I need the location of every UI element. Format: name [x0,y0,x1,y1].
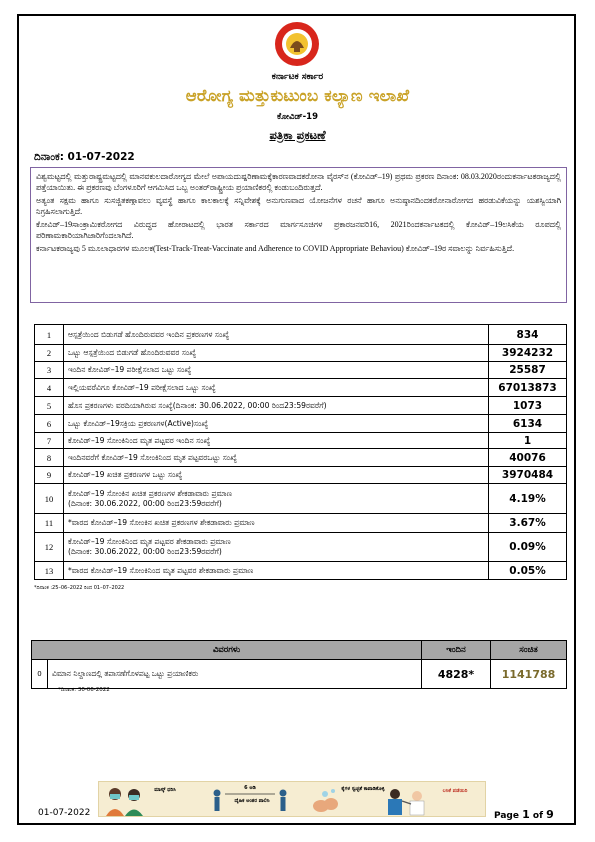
mask-label: ಮಾಸ್ಕ್ ಧರಿಸಿ [154,787,176,793]
covid-stats-table [34,324,567,580]
press-release-title: ಪತ್ರಿಕಾ ಪ್ರಕಟಣೆ [269,128,326,142]
hand-wash-label: ಕೈಗಳ ಸ್ವಚ್ಛತೆ ಕಾಪಾಡಿಕೊಳ್ಳಿ [341,786,385,792]
table-row: 8 ಇಂದಿನವರೆಗೆ ಕೋವಿಡ್–19 ಸೋಂಕಿನಿಂದ ಮೃತ ಪಟ್ಟವರಒಟ್ಟು ಸಂಖ್ಯೆ 40076 [35,449,567,467]
table-row: 10 ಕೋವಿಡ್–19 ಸೋಂಕಿನ ಖಚಿತ ಪ್ರಕರಣಗಳ ಶೇಕಡಾವಾರು ಪ್ರಮಾಣ (ದಿನಾಂಕ: 30.06.2022, 00:00 ರಿಂದ23:59ರವರೆಗೆ) 4.19% [35,484,567,514]
col-header-today: ಇಂದಿನ [422,641,491,660]
government-name: ಕರ್ನಾಟಕ ಸರ್ಕಾರ [271,72,324,82]
vaccine-label: ಲಸಿಕೆ ಪಡೆಯಿರಿ [442,788,468,794]
table-row: 3 ಇಂದಿನ ಕೋವಿಡ್–19 ಪರೀಕ್ಷೆಸಲಾದ ಒಟ್ಟು ಸಂಖ್ಯೆ 25587 [35,362,567,379]
page-indicator: Page 1 of 9 [494,808,554,821]
covid-appropriate-behaviour-banner [98,781,486,817]
table-row: 1 ಆಸ್ಪತ್ರೆಯಿಂದ ಬಿಡುಗಡೆ ಹೊಂದಿರುವವರ ಇಂದಿನ ಪ್ರಕರಣಗಳ ಸಂಖ್ಯೆ 834 [35,325,567,345]
table-row: 11 *ವಾರದ ಕೋವಿಡ್–19 ಸೋಂಕಿನ ಖಚಿತ ಪ್ರಕರಣಗಳ ಶೇಕಡಾವಾರು ಪ್ರಮಾಣ 3.67% [35,514,567,533]
intro-paragraph: ವಿಶ್ವಮಟ್ಟದಲ್ಲಿ ಮತ್ತುರಾಷ್ಟ್ರಮಟ್ಟದಲ್ಲಿ ಮಾನವಕುಲದಾರೋಗ್ಯದ ಮೇಲೆ ಅಪಾಯದುಷ್ಪರಿಣಾಮಕ್ಕೆಕಾರಣವಾದಕರೋನಾ ವೈರಸ್‌ನ (ಕೋವಿಡ್–19) ಪ್ರಥಮ ಪ್ರಕರಣ ದಿನಾಂಕ: 08.03.2020ರಂದುಕರ್ನಾಟಕರಾಜ್ಯದಲ್ಲಿ ಪತ್ತೆಯಾಯಿತು. ಈ ಪ್ರಕರಣವು ಬೆಂಗಳೂರಿಗೆ ಆಗಮಿಸಿದ ಒಬ್ಬ ಅಂತರ್‌ರಾಷ್ಟ್ರೀಯ ಪ್ರಯಾಣಿಕರಲ್ಲಿ ಕಂಡುಬಂದಿರುತ್ತದೆ. [36,172,561,192]
intro-box [30,167,567,303]
intro-paragraph: ಅತ್ಯಂತ ಸಕ್ಷಮ ಹಾಗೂ ಸುಸಜ್ಜಿತಕಣ್ಗಾವಲು ವ್ಯವಸ್ಥೆ ಹಾಗೂ ಕಾಲಕಾಲಕ್ಕೆ ಸನ್ನಿವೇಶಕ್ಕೆ ಅನುಗುಣವಾದ ಯೋಜನೆಗಳ ರಚನೆ ಹಾಗೂ ಅನುಷ್ಠಾನದಿಂದಕರೋನಾರೋಗದ ಹರಡುವಿಕೆಯನ್ನು ಯಶಸ್ವಿಯಾಗಿ ನಿಗ್ರಹಿಸಲಾಗುತ್ತಿದೆ. [36,196,561,216]
table-row: 5 ಹೊಸ ಪ್ರಕರಣಗಳು ವರದಿಯಾಗಿರುವ ಸಂಖ್ಯೆ(ದಿನಾಂಕ: 30.06.2022, 00:00 ರಿಂದ23:59ರವರೆಗೆ) 1073 [35,397,567,415]
department-title: ಆರೋಗ್ಯ ಮತ್ತುಕುಟುಂಬ ಕಲ್ಯಾಣ ಇಲಾಖೆ [185,86,410,105]
table-row: 13 *ವಾರದ ಕೋವಿಡ್–19 ಸೋಂಕಿನಿಂದ ಮೃತ ಪಟ್ಟವರ ಶೇಕಡಾವಾರು ಪ್ರಮಾಣ 0.05% [35,562,567,580]
intro-paragraph: ಕರ್ನಾಟಕರಾಜ್ಯವು 5 ಮೂಲಾಧಾರಗಳ ಮೂಲಕ(Test-Track-Treat-Vaccinate and Adherence to COVID Appropriate Behaviou) ಕೋವಿಡ್–19ರ ಸವಾಲನ್ನು ನಿರ್ವಹಿಸುತ್ತಿದೆ. [36,244,515,253]
distance-value: 6 ಅಡಿ [244,785,256,791]
table-row: 6 ಒಟ್ಟು ಕೋವಿಡ್–19ಸಕ್ರಿಯ ಪ್ರಕರಣಗಳ(Active)ಸಂಖ್ಯೆ 6134 [35,415,567,433]
intro-paragraph: ಕೋವಿಡ್–19ಸಾಂಕ್ರಾಮಿಕರೋಗದ ವಿರುದ್ಧದ ಹೋರಾಟದಲ್ಲಿ ಭಾರತ ಸರ್ಕಾರದ ಮಾರ್ಗಸೂಚಿಗಳ ಪ್ರಕಾರಜನವರಿ16, 2021ರಿಂದಕರ್ನಾಟಕದಲ್ಲಿ ಕೋವಿಡ್–19ಲಸಿಕೆಯ ರೂಪದಲ್ಲಿ ಪರಿಣಾಮಕಾರಿಯಾಗಿಜಾರಿಗೆಂದಲಾಗಿದೆ. [36,220,561,240]
distance-label: ದೈಹಿಕ ಅಂತರ ಪಾಲಿಸಿ [234,798,270,804]
table-row: 0 ವಿಮಾನ ನಿಲ್ದಾಣದಲ್ಲಿ ತಪಾಸಣೆಗೊಳಪಟ್ಟ ಒಟ್ಟು ಪ್ರಯಾಣಿಕರು 4828* 1141788 [32,660,567,689]
hand-wash-icon [313,789,338,812]
table-row: 7 ಕೋವಿಡ್–19 ಸೋಂಕಿನಿಂದ ಮೃತ ಪಟ್ಟವರ ಇಂದಿನ ಸಂಖ್ಯೆ 1 [35,433,567,449]
mask-people-icon [106,788,143,816]
table-header-row [32,641,567,660]
airport-note: *ದಿನಾಂಕ: 30-06-2022 [58,687,110,693]
table-row: 12 ಕೋವಿಡ್–19 ಸೋಂಕಿನಿಂದ ಮೃತ ಪಟ್ಟವರ ಶೇಕಡಾವಾರು ಪ್ರಮಾಣ (ದಿನಾಂಕ: 30.06.2022, 00:00 ರಿಂದ23:59ರವರೆಗೆ) 0.09% [35,533,567,562]
table-row: 4 ಇಲ್ಲಿಯವರೆವಿಗೂ ಕೋವಿಡ್–19 ಪರೀಕ್ಷೆಸಲಾದ ಒಟ್ಟು ಸಂಖ್ಯೆ 67013873 [35,379,567,397]
table-row: 9 ಕೋವಿಡ್–19 ಖಚಿತ ಪ್ರಕರಣಗಳ ಒಟ್ಟು ಸಂಖ್ಯೆ 3970484 [35,467,567,484]
airport-table [31,640,567,689]
col-header-details: ವಿವರಗಳು [32,641,422,660]
vaccine-icon [388,789,424,815]
col-header-cumulative: ಸಂಚಿತ [491,641,567,660]
karnataka-emblem-icon [273,20,321,68]
table-row: 2 ಒಟ್ಟು ಆಸ್ಪತ್ರೆಯಿಂದ ಬಿಡುಗಡೆ ಹೊಂದಿರುವವರ ಸಂಖ್ಯೆ 3924232 [35,345,567,362]
weekly-note: *ದಿನಾಂಕ :25–06–2022 ರಿಂದ 01–07–2022 [34,585,125,591]
release-date: ದಿನಾಂಕ: 01-07-2022 [34,151,135,163]
footer-date: 01-07-2022 [38,808,91,818]
subject-title: ಕೋವಿಡ್-19 [276,112,319,122]
